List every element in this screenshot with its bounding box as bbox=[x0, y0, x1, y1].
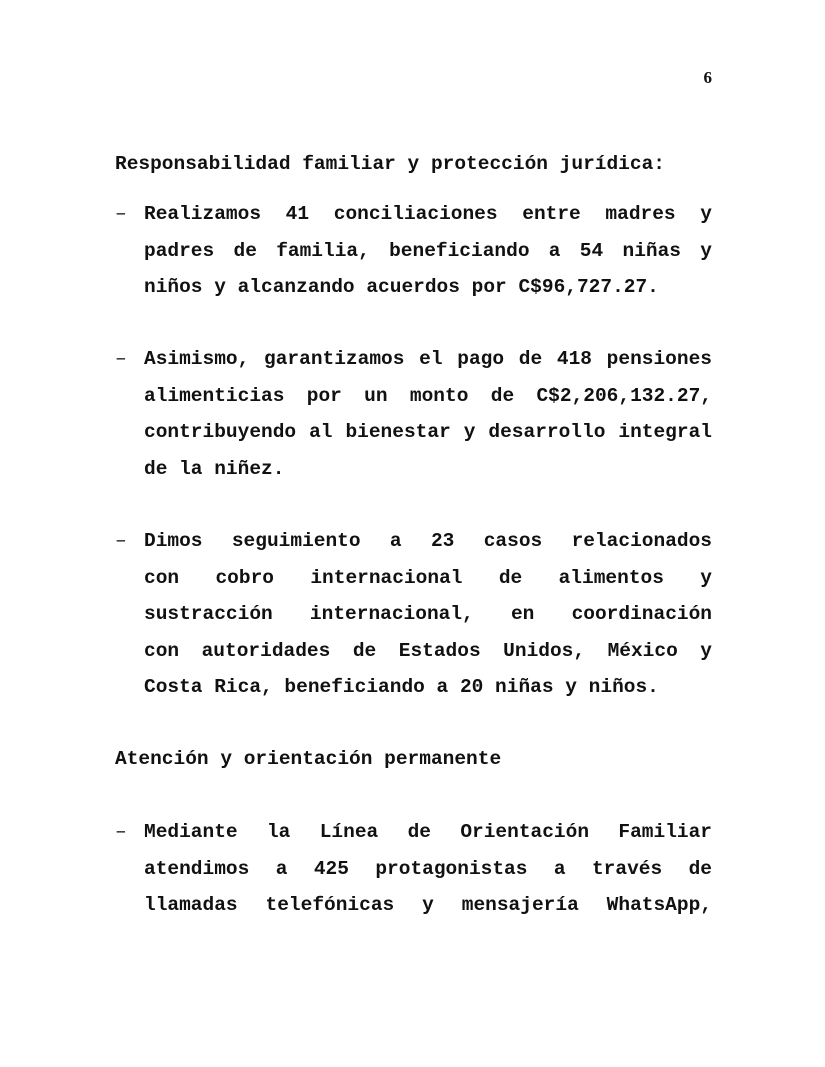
text-line: Asimismo, garantizamos el pago de 418 pensiones bbox=[144, 348, 712, 370]
text-line: llamadas telefónicas y mensajería WhatsApp, bbox=[144, 894, 712, 916]
bullet-seguimiento bbox=[115, 523, 712, 706]
bullet-conciliaciones bbox=[115, 196, 712, 306]
text-line: Mediante la Línea de Orientación Familiar bbox=[144, 821, 712, 843]
section-heading-responsabilidad: Responsabilidad familiar y protección jurídica: bbox=[115, 153, 665, 175]
text-line: de la niñez. bbox=[144, 457, 285, 480]
text-line: atendimos a 425 protagonistas a través de bbox=[144, 857, 712, 880]
text-line: padres de familia, beneficiando a 54 niñas y bbox=[144, 239, 712, 262]
bullet-pensiones bbox=[115, 341, 712, 487]
bullet-dash: – bbox=[115, 530, 127, 552]
bullet-dash: – bbox=[115, 821, 127, 843]
text-line: con autoridades de Estados Unidos, México y bbox=[144, 639, 712, 662]
text-line: Dimos seguimiento a 23 casos relacionados bbox=[144, 530, 712, 552]
bullet-text bbox=[144, 341, 712, 487]
bullet-dash: – bbox=[115, 203, 127, 225]
bullet-text bbox=[144, 814, 712, 924]
bullet-text bbox=[144, 196, 712, 306]
text-line: Costa Rica, beneficiando a 20 niñas y niños. bbox=[144, 676, 659, 698]
text-line: contribuyendo al bienestar y desarrollo integral bbox=[144, 421, 712, 443]
page-number: 6 bbox=[703, 68, 712, 87]
text-line: sustracción internacional, en coordinación bbox=[144, 603, 712, 625]
text-line: Realizamos 41 conciliaciones entre madres y bbox=[144, 203, 712, 225]
text-line: niños y alcanzando acuerdos por C$96,727.27. bbox=[144, 276, 659, 298]
bullet-linea-orientacion bbox=[115, 814, 712, 924]
bullet-dash: – bbox=[115, 348, 127, 370]
text-line: alimenticias por un monto de C$2,206,132.27, bbox=[144, 384, 712, 407]
bullet-text bbox=[144, 523, 712, 706]
text-line: con cobro internacional de alimentos y bbox=[144, 566, 712, 589]
section-heading-atencion: Atención y orientación permanente bbox=[115, 748, 502, 770]
